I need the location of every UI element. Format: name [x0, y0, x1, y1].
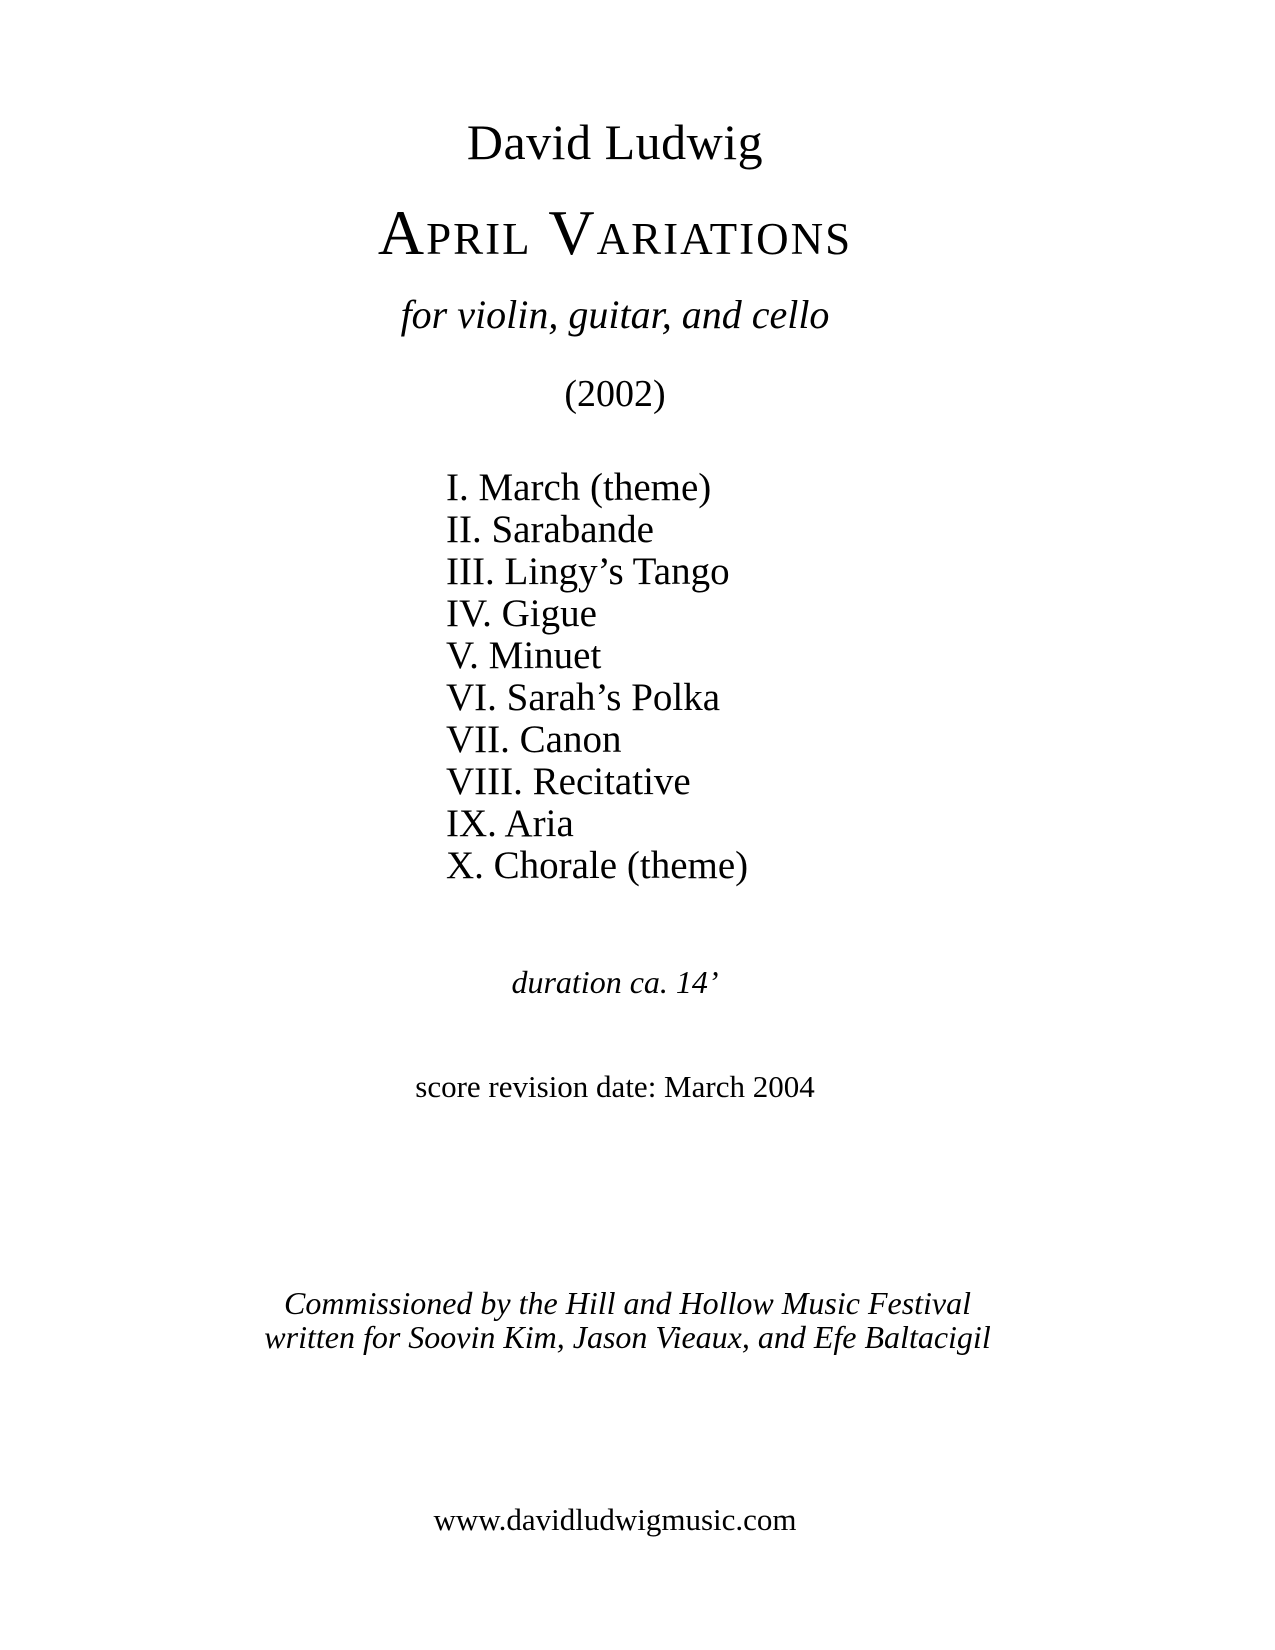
movement-item: X. Chorale (theme): [446, 844, 749, 887]
movement-item: I. March (theme): [446, 466, 712, 509]
movement-item: VII. Canon: [446, 718, 622, 761]
movement-list: [446, 467, 966, 887]
instrumentation: for violin, guitar, and cello: [400, 292, 830, 337]
website-url: www.davidludwigmusic.com: [433, 1502, 797, 1537]
composition-year: (2002): [564, 373, 666, 415]
movement-item: VI. Sarah’s Polka: [446, 676, 721, 719]
revision-date: score revision date: March 2004: [415, 1069, 815, 1104]
movement-item: IV. Gigue: [446, 592, 597, 635]
work-title: April Variations: [377, 197, 853, 268]
commission-note: [140, 1286, 1115, 1354]
movement-item: V. Minuet: [446, 634, 602, 677]
dedication-line: written for Soovin Kim, Jason Vieaux, and Efe Baltacigil: [264, 1319, 991, 1355]
commission-line: Commissioned by the Hill and Hollow Music Festival: [283, 1285, 972, 1321]
movement-item: II. Sarabande: [446, 508, 654, 551]
duration-note: duration ca. 14’: [511, 964, 719, 1000]
movement-item: IX. Aria: [446, 802, 574, 845]
movement-item: VIII. Recitative: [446, 760, 691, 803]
movement-item: III. Lingy’s Tango: [446, 550, 730, 593]
composer-name: David Ludwig: [466, 114, 764, 170]
